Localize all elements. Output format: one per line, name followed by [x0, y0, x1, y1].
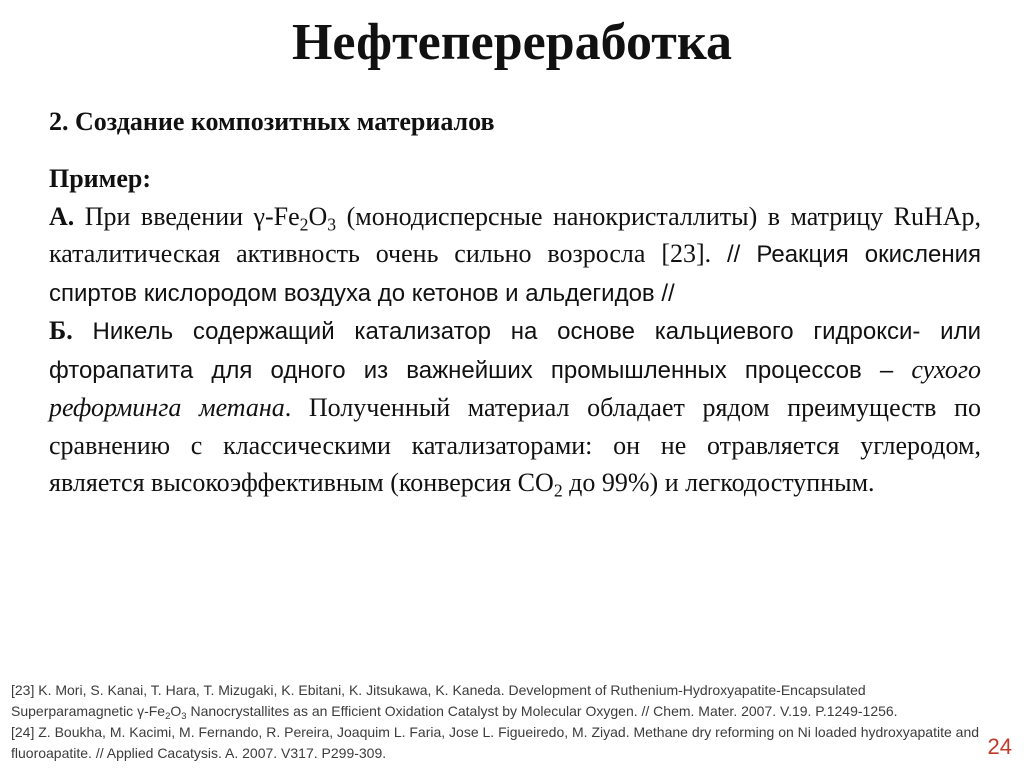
item-a-paragraph: [49, 198, 981, 313]
slide-title: Нефтепереработка: [291, 14, 733, 71]
item-b-italic-phrase: сухого реформинга метана: [49, 354, 981, 422]
item-a-note: // Реакция окисления спиртов кислородом воздуха до кетонов и альдегидов //: [49, 241, 981, 307]
item-a-text-1: При введении γ-Fe: [74, 201, 300, 231]
reference-23-sub-2: 3: [181, 710, 187, 722]
page-number: 24: [987, 734, 1012, 759]
reference-23-part-3: Nanocrystallites as an Efficient Oxidation Catalyst by Molecular Oxygen. // Chem. Mater. 2007. V.19. P.1249-1256.: [186, 703, 898, 719]
item-a-sub-1: 2: [299, 213, 309, 234]
references: [11, 680, 986, 764]
item-b-paragraph: [49, 312, 981, 502]
item-a-sub-2: 3: [327, 213, 337, 234]
item-a-text-3: (монодисперсные нанокристаллиты) в матрицу RuHAp, каталитическая активность очень сильно возросла [23].: [49, 201, 981, 268]
reference-23: [11, 680, 986, 722]
slide-body: [49, 160, 981, 502]
item-b-marker: Б.: [49, 316, 73, 345]
item-a-marker: А.: [49, 201, 75, 231]
reference-23-part-1: [23] K. Mori, S. Kanai, T. Hara, T. Mizugaki, K. Ebitani, K. Jitsukawa, K. Kaneda. Development of Ruthenium-Hydroxyapatite-Encapsulated Superparamagnetic γ-Fe: [11, 682, 866, 719]
item-a-text-2: O: [308, 201, 328, 231]
reference-24: [24] Z. Boukha, M. Kacimi, M. Fernando, R. Pereira, Joaquim L. Faria, Jose L. Figueiredo, M. Ziyad. Methane dry reforming on Ni loaded hydroxyapatite and fluoroapatite. // Applied Cacatysis. A. 2007. V317. P299-309.: [11, 724, 980, 761]
reference-23-part-2: O: [170, 703, 182, 719]
item-b-sub: 2: [553, 480, 563, 501]
item-b-text-2: . Полученный материал обладает рядом преимуществ по сравнению с классическими катализаторами: он не отравляется углеродом, является высокоэффективным (конверсия CO: [49, 393, 981, 497]
item-b-text-1: Никель содержащий катализатор на основе кальциевого гидрокси- или фторапатита для одного из важнейших промышленных процессов –: [49, 318, 981, 384]
section-heading: 2. Создание композитных материалов: [49, 107, 495, 136]
item-b-text-3: до 99%) и легкодоступным.: [562, 468, 875, 497]
reference-23-sub-1: 2: [165, 710, 171, 722]
example-label: Пример:: [49, 164, 152, 193]
